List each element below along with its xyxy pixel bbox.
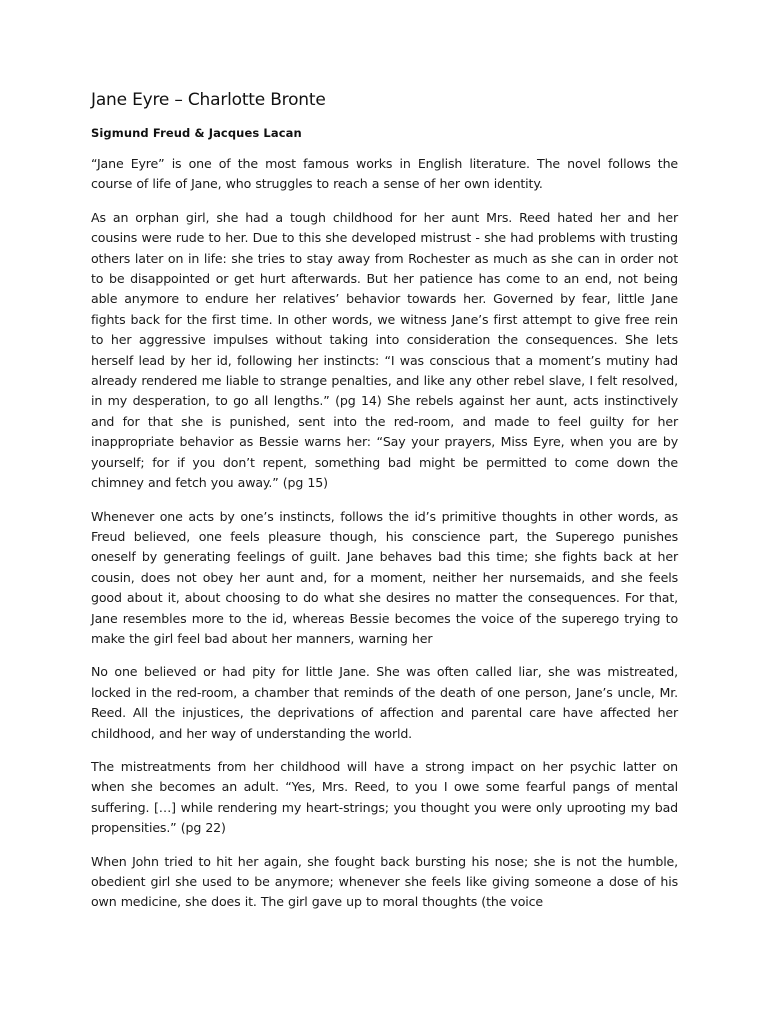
document-page: [91, 90, 678, 913]
document-title: Jane Eyre – Charlotte Bronte: [91, 90, 326, 110]
paragraph-5: The mistreatments from her childhood will have a strong impact on her psychic latter on when she becomes an adult. “Yes, Mrs. Reed, to you I owe some fearful pangs of mental suffering. […] while rendering my heart-strings; you thought you were only uprooting my bad propensities.” (pg 22): [91, 758, 678, 836]
paragraph-6: When John tried to hit her again, she fought back bursting his nose; she is not the humble, obedient girl she used to be anymore; whenever she feels like giving someone a dose of his own medicine, she does it. The girl gave up to moral thoughts (the voice: [91, 853, 678, 910]
paragraph-4: No one believed or had pity for little Jane. She was often called liar, she was mistreated, locked in the red-room, a chamber that reminds of the death of one person, Jane’s uncle, Mr. Reed. All the injustices, the deprivations of affection and parental care have affected her childhood, and her way of understanding the world.: [91, 664, 678, 741]
paragraph-3: Whenever one acts by one’s instincts, follows the id’s primitive thoughts in other words, as Freud believed, one feels pleasure though, his conscience part, the Superego punishes oneself by generating feelings of guilt. Jane behaves bad this time; she fights back at her cousin, does not obey her aunt and, for a moment, neither her nursemaids, and she feels good about it, about choosing to do what she desires no matter the consequences. For that, Jane resembles more to the id, whereas Bessie becomes the voice of the superego trying to make the girl feel bad about her manners, warning her: [91, 508, 678, 646]
paragraph-1: “Jane Eyre” is one of the most famous works in English literature. The novel follows the course of life of Jane, who struggles to reach a sense of her own identity.: [91, 156, 678, 192]
paragraph-2: As an orphan girl, she had a tough childhood for her aunt Mrs. Reed hated her and her cousins were rude to her. Due to this she developed mistrust - she had problems with trusting others later on in life: she tries to stay away from Rochester as much as she can in order not to be disappointed or get hurt afterwards. But her patience has come to an end, not being able anymore to endure her relatives’ behavior towards her. Governed by fear, little Jane fights back for the first time. In other words, we witness Jane’s first attempt to give free rein to her aggressive impulses without taking into consideration the consequences. She lets herself lead by her id, following her instincts: “I was conscious that a moment’s mutiny had already rendered me liable to strange penalties, and like any other rebel slave, I felt resolved, in my desperation, to go all lengths.” (pg 14) She rebels against her aunt, acts instinctively and for that she is punished, sent into the red-room, and made to feel guilty for her inappropriate behavior as Bessie warns her: “Say your prayers, Miss Eyre, when you are by yourself; for if you don’t repent, something bad might be permitted to come down the chimney and fetch you away.” (pg 15): [91, 209, 678, 491]
document-subtitle: Sigmund Freud & Jacques Lacan: [91, 126, 302, 140]
